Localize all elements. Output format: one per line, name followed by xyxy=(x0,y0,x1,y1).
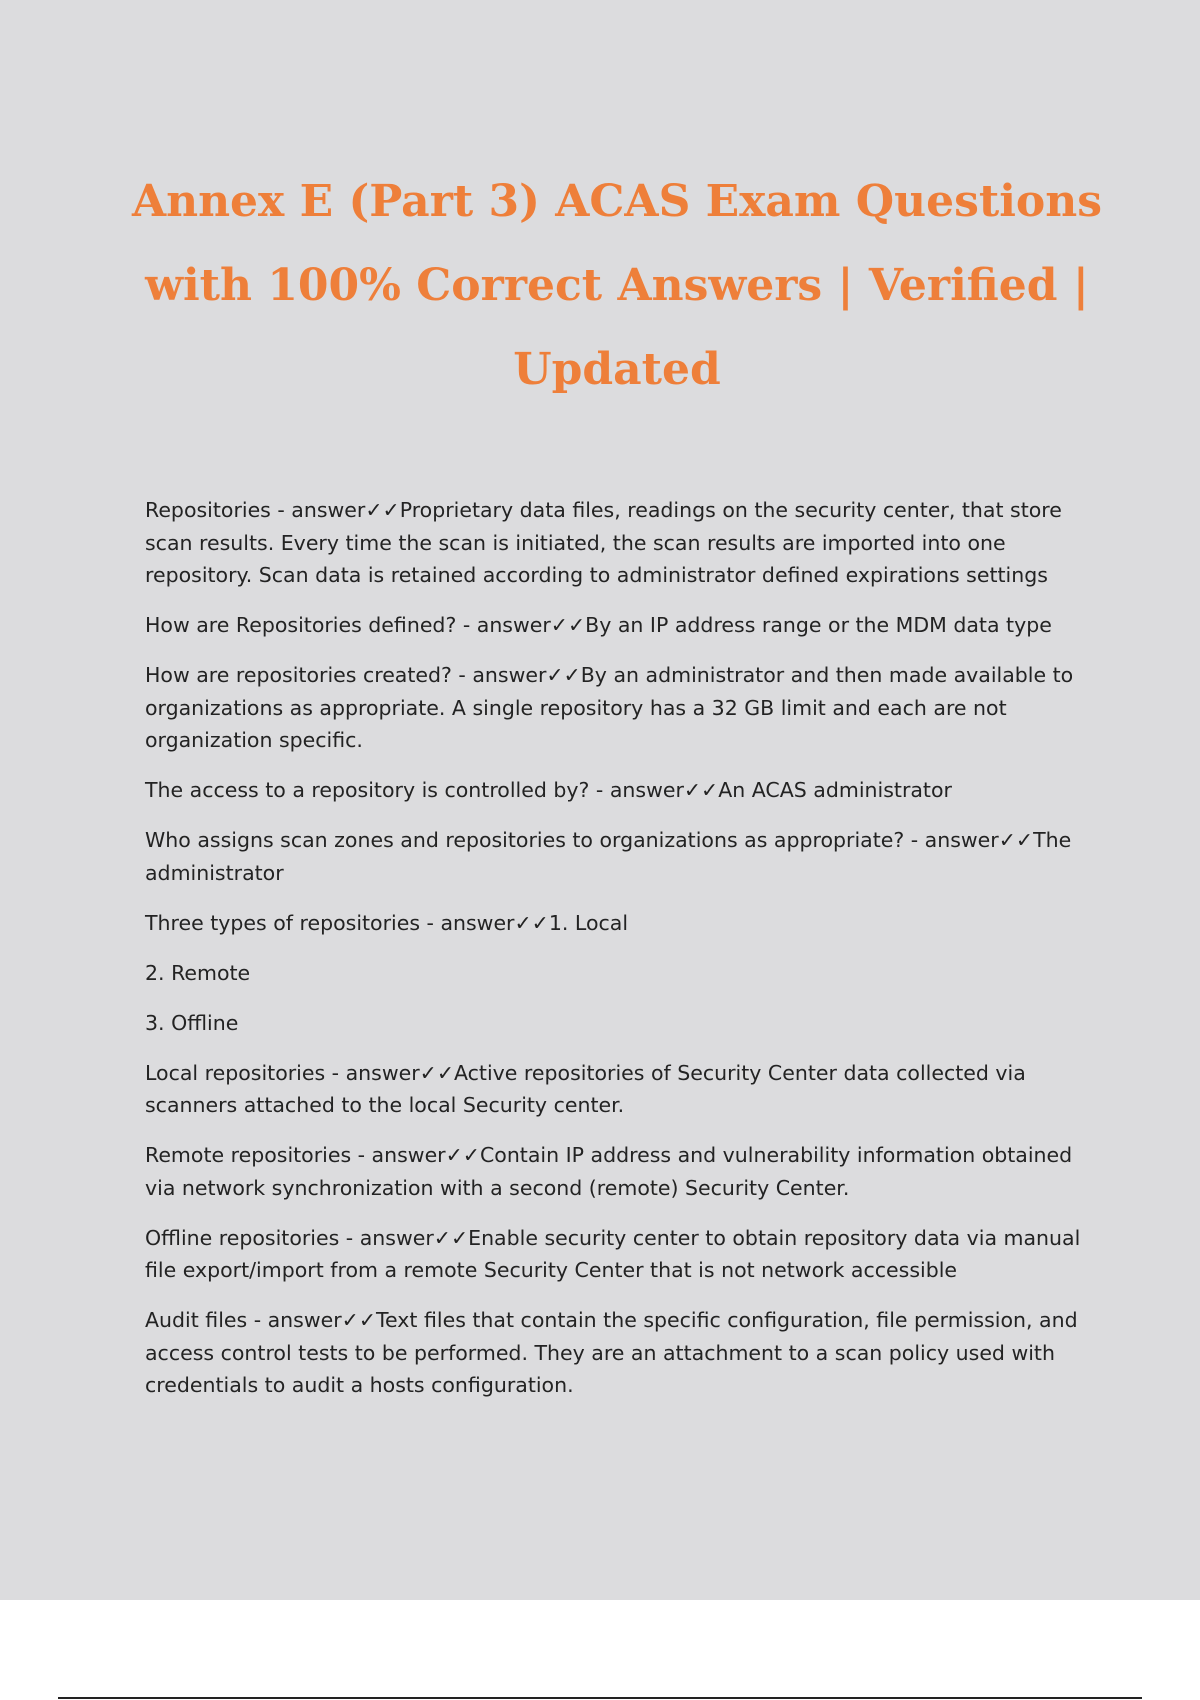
qa-item-remote-repositories: Remote repositories - answer✓✓Contain IP address and vulnerability information obtained via network synchronization with a second (remote) Security Center. xyxy=(145,1143,1073,1200)
bottom-divider xyxy=(58,1697,1142,1699)
qa-item-repository-types: Three types of repositories - answer✓✓1. Local xyxy=(145,910,629,935)
qa-item-repositories-created: How are repositories created? - answer✓✓By an administrator and then made available to organizations as appropriate. A single repository has a 32 GB limit and each are not organization specific. xyxy=(145,663,1074,752)
qa-item-scan-zones: Who assigns scan zones and repositories to organizations as appropriate? - answer✓✓The administrator xyxy=(145,828,1072,885)
qa-item-local-repositories: Local repositories - answer✓✓Active repositories of Security Center data collected via scanners attached to the local Security center. xyxy=(145,1060,1026,1117)
qa-list xyxy=(145,494,1085,1419)
qa-item-repositories: Repositories - answer✓✓Proprietary data files, readings on the security center, that store scan results. Every time the scan is initiated, the scan results are imported into one repository. Scan data is retained according to administrator defined expirations settings xyxy=(145,498,1062,587)
qa-item-repository-access: The access to a repository is controlled by? - answer✓✓An ACAS administrator xyxy=(145,778,952,802)
qa-item-type-offline: 3. Offline xyxy=(145,1010,239,1035)
qa-item-offline-repositories: Offline repositories - answer✓✓Enable security center to obtain repository data via manual file export/import from a remote Security Center that is not network accessible xyxy=(145,1225,1081,1282)
qa-item-audit-files: Audit files - answer✓✓Text files that contain the specific configuration, file permission, and access control tests to be performed. They are an attachment to a scan policy used with credentials to audit a hosts configuration. xyxy=(145,1308,1078,1397)
qa-item-type-remote: 2. Remote xyxy=(145,960,251,985)
qa-item-repositories-defined: How are Repositories defined? - answer✓✓By an IP address range or the MDM data type xyxy=(145,613,1052,637)
document-title: Annex E (Part 3) ACAS Exam Questions with 100% Correct Answers | Verified | Updated xyxy=(131,176,1103,395)
